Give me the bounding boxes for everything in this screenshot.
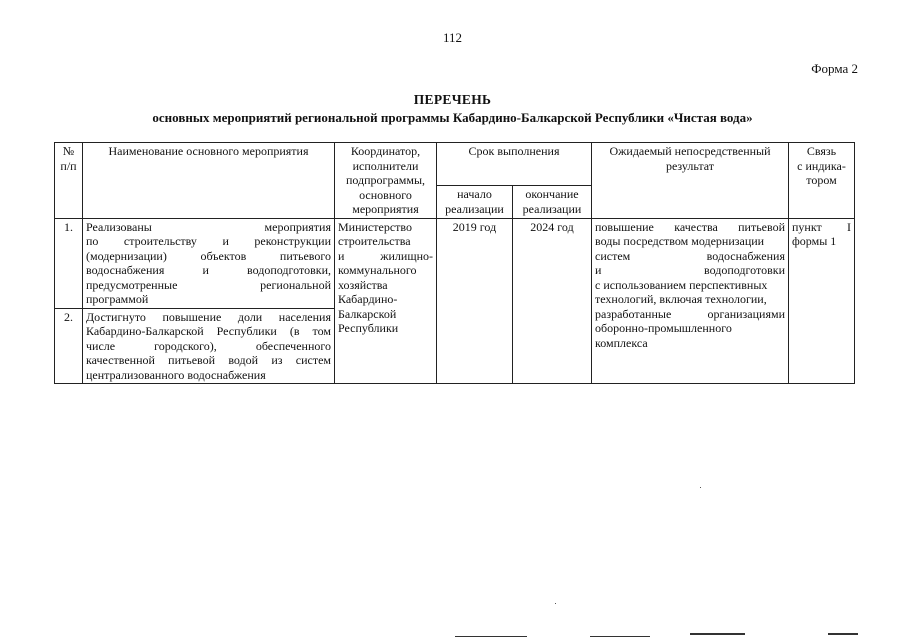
row-num: 1.: [55, 218, 83, 308]
coordinator-cell: Министерство строительства и жилищно- коммунального хозяйства Кабардино- Балкарской Республики: [335, 218, 437, 384]
table-row: [55, 218, 855, 308]
row-name: Реализованы мероприятия по строительству и реконструкции (модернизации) объектов питьевого водоснабжения и водоподготовки, предусмотренные региональной программой: [83, 218, 335, 308]
header-term: Срок выполнения: [437, 143, 592, 186]
scan-speck: [700, 487, 701, 488]
header-end: окончание реализации: [513, 186, 592, 219]
result-cell: повышение качества питьевой воды посредством модернизации систем водоснабжения и водоподготовки с использованием перспективных технологий, включая технологии, разработанные организациями оборонно-промышленного комплекса: [592, 218, 789, 384]
scan-edge-line: [455, 636, 527, 637]
measures-table: [54, 142, 855, 384]
scan-speck: [555, 603, 556, 604]
header-link: Связь с индика- тором: [789, 143, 855, 219]
scan-edge-line: [828, 633, 858, 635]
document-title: ПЕРЕЧЕНЬ: [413, 92, 492, 107]
link-cell: пункт I формы 1: [789, 218, 855, 384]
form-label: Форма 2: [811, 61, 858, 76]
document-subtitle: основных мероприятий региональной программы Кабардино-Балкарской Республики «Чистая вода»: [152, 110, 753, 125]
scan-edge-line: [690, 633, 745, 635]
scan-edge-line: [590, 636, 650, 637]
header-name: Наименование основного мероприятия: [83, 143, 335, 219]
header-coordinator: Координатор, исполнители подпрограммы, основного мероприятия: [335, 143, 437, 219]
row-num: 2.: [55, 308, 83, 384]
header-result: Ожидаемый непосредственный результат: [592, 143, 789, 219]
header-num: № п/п: [55, 143, 83, 219]
end-year-cell: 2024 год: [513, 218, 592, 384]
header-start: начало реализации: [437, 186, 513, 219]
page-number: 112: [442, 30, 463, 45]
start-year-cell: 2019 год: [437, 218, 513, 384]
header-row: [55, 143, 855, 186]
row-name: Достигнуто повышение доли населения Кабардино-Балкарской Республики (в том числе городского), обеспеченного качественной питьевой водой из систем централизованного водоснабжения: [83, 308, 335, 384]
